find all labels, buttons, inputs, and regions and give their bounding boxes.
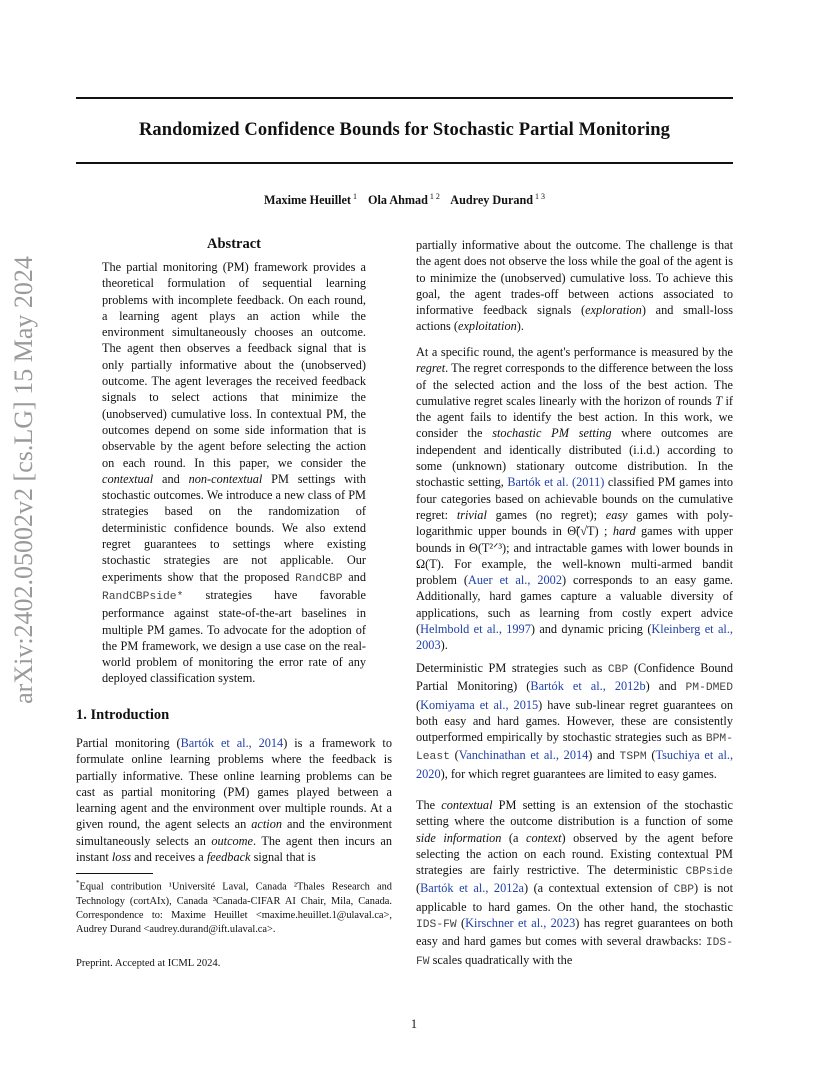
author-affiliation: 1 <box>352 192 357 201</box>
title-bottom-rule <box>76 162 733 164</box>
title-top-rule <box>76 97 733 99</box>
preprint-note: Preprint. Accepted at ICML 2024. <box>76 958 221 969</box>
arxiv-identifier: arXiv:2402.05002v2 [cs.LG] 15 May 2024 <box>9 256 38 704</box>
citation-link[interactable]: Bartók et al. (2011) <box>507 475 605 490</box>
citation-link[interactable]: Auer et al., 2002 <box>468 573 562 588</box>
author-affiliation: 1 2 <box>429 192 440 201</box>
right-paragraph-3: Deterministic PM strategies such as CBP (Confidence Bound Partial Monitoring) (Bartók et al., 2012b) and PM-DMED (Komiyama et al., 2015) have sub-linear regret guarantees on both easy and hard games. However, these are consistently outperformed empirically by stochastic strategies such as BPM-Least (Vanchinathan et al., 2014) and TSPM (Tsuchiya et al., 2020), for which regret guarantees are limited to easy games. <box>416 661 734 781</box>
author-affiliation: 1 3 <box>535 192 546 201</box>
paper-title: Randomized Confidence Bounds for Stochastic Partial Monitoring <box>138 120 671 140</box>
author-name: Maxime Heuillet <box>263 193 351 207</box>
intro-paragraph: Partial monitoring (Bartók et al., 2014) is a framework to formulate online learning problems where the feedback is partially informative. These online learning problems can be cast as partial monitoring (PM) games played between a learning agent and the environment over multiple rounds. At a given round, the agent selects an action and the environment simultaneously selects an outcome. The agent then incurs an instant loss and receives a feedback signal that is <box>76 736 393 865</box>
citation-link[interactable]: Komiyama et al., 2015 <box>420 697 539 712</box>
abstract-heading: Abstract <box>207 236 261 252</box>
citation-link[interactable]: Helmbold et al., 1997 <box>420 622 531 637</box>
section-heading-introduction: 1. Introduction <box>76 707 170 723</box>
citation-link[interactable]: Bartók et al., 2014 <box>180 736 284 750</box>
math-expression: Θ̃(√T) <box>567 524 599 539</box>
abstract-text: The partial monitoring (PM) framework provides a theoretical formulation of sequential learning problems with incomplete feedback. On each round, a learning agent plays an action while the environment simultaneously chooses an outcome. The agent then observes a feedback signal that is only partially informative about the (unobserved) outcome. The agent leverages the received feedback signals to select actions that minimize the (unobserved) cumulative loss. In contextual PM, the outcomes depend on some side information that is observable by the agent before selecting the action on each round. In this paper, we consider the contextual and non-contextual PM settings with stochastic outcomes. We introduce a new class of PM strategies based on the randomization of deterministic confidence bounds. We also extend regret guarantees to settings where existing stochastic strategies are not applicable. Our experiments show that the proposed RandCBP and RandCBPside* strategies have favorable performance against state-of-the-art baselines in multiple PM games. To advocate for the adoption of the PM framework, we design a use case on the real-world problem of monitoring the error rate of any deployed classification system. <box>102 260 366 686</box>
right-paragraph-4: The contextual PM setting is an extension of the stochastic setting where the outcome distribution is a function of some side information (a context) observed by the agent before selecting the action on each round. Existing contextual PM strategies are fairly restrictive. The deterministic CBPside (Bartók et al., 2012a) (a contextual extension of CBP) is not applicable to hard games. On the other hand, the stochastic IDS-FW (Kirschner et al., 2023) has regret guarantees on both easy and hard games but comes with several drawbacks: IDS-FW scales quadratically with the <box>416 798 733 968</box>
citation-link[interactable]: Vanchinathan et al., 2014 <box>458 748 589 763</box>
author-list <box>76 192 733 208</box>
citation-link[interactable]: Kleinberg et al., 2003 <box>416 622 733 653</box>
citation-link[interactable]: Bartók et al., 2012a <box>420 881 524 896</box>
math-expression: Θ(T²ᐟ³) <box>468 540 507 555</box>
page-number: 1 <box>410 1017 418 1031</box>
author-name: Audrey Durand <box>450 193 534 207</box>
right-paragraph-1: partially informative about the outcome. The challenge is that the agent does not observe the loss while the goal of the agent is to minimize the (unobserved) cumulative loss. To achieve this goal, the agent trades-off between actions associated to informative feedback signals (exploration) and small-loss actions (exploitation). <box>416 238 733 334</box>
footnote-rule <box>76 873 153 874</box>
citation-link[interactable]: Kirschner et al., 2023 <box>465 916 576 931</box>
citation-link[interactable]: Bartók et al., 2012b <box>530 679 646 694</box>
author-name: Ola Ahmad <box>367 193 428 207</box>
math-expression: Ω(T) <box>416 556 441 571</box>
footnote: *Equal contribution ¹Université Laval, Canada ²Thales Research and Technology (cortAIx), Canada ³Canada-CIFAR AI Chair, Mila, Canada. Correspondence to: Maxime Heuillet <maxime.heuillet.1@ulaval.ca>, Audrey Durand <audrey.durand@ift.ulaval.ca>. <box>76 879 392 935</box>
citation-link[interactable]: Tsuchiya et al., 2020 <box>416 748 734 781</box>
right-paragraph-2: At a specific round, the agent's performance is measured by the regret. The regret corresponds to the difference between the loss of the selected action and the loss of the best action. The cumulative regret scales linearly with the horizon of rounds T if the agent fails to identify the best action. In this work, we consider the stochastic PM setting where outcomes are independent and identically distributed (i.i.d.) according to some (unknown) stationary outcome distribution. In the stochastic setting, Bartók et al. (2011) classified PM games into four categories based on achievable bounds on the cumulative regret: trivial games (no regret); easy games with poly-logarithmic upper bounds in Θ̃(√T) ; hard games with upper bounds in Θ(T²ᐟ³); and intractable games with lower bounds in Ω(T). For example, the well-known multi-armed bandit problem (Auer et al., 2002) corresponds to an easy game. Additionally, hard games capture a valuable diversity of applications, such as learning from costly expert advice (Helmbold et al., 1997) and dynamic pricing (Kleinberg et al., 2003). <box>416 345 734 653</box>
